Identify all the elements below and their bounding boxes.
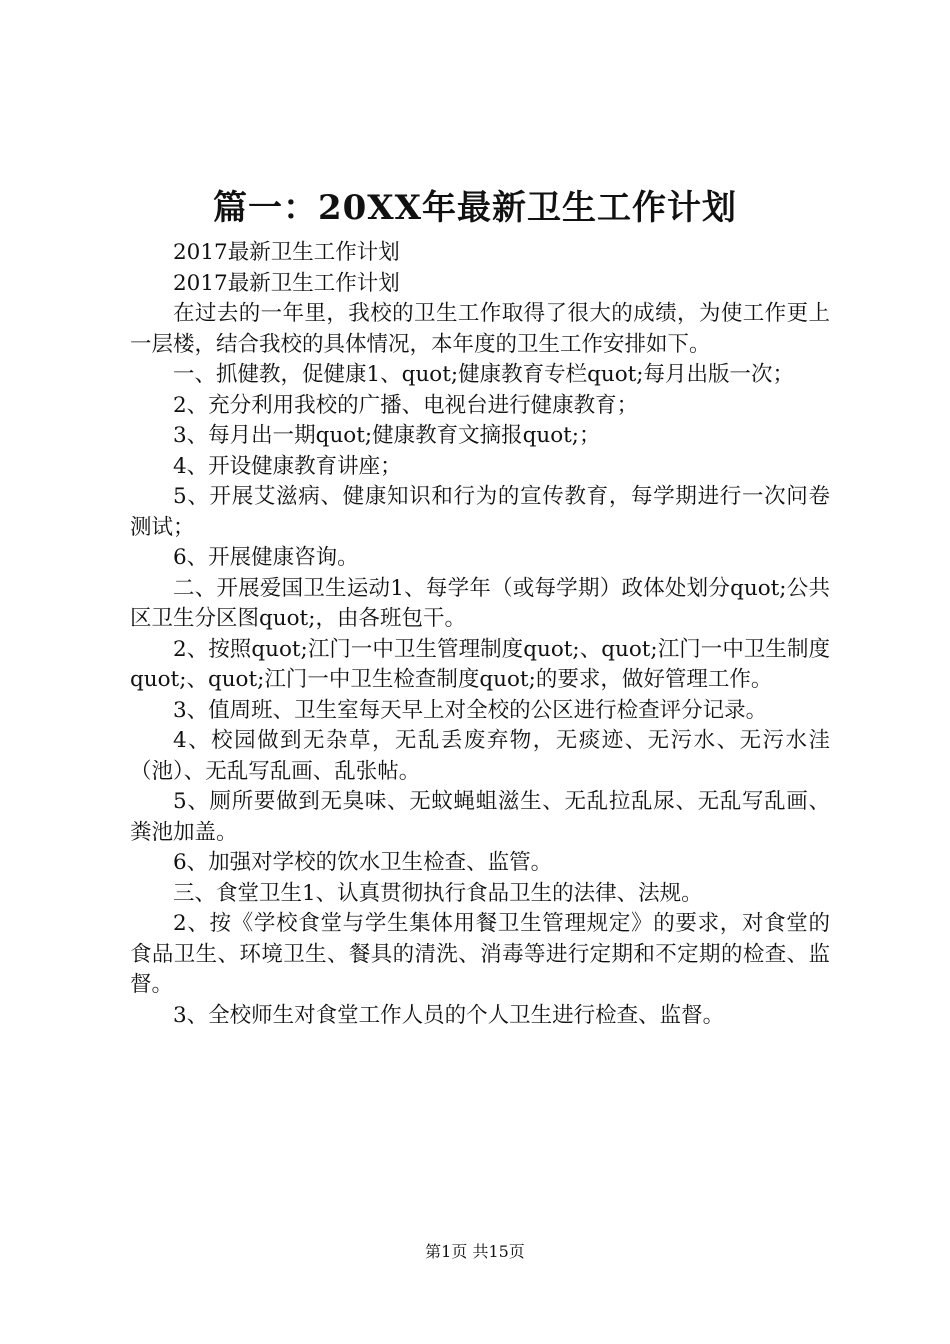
paragraph: 6、开展健康咨询。 (173, 545, 359, 570)
paragraph: 2、按照quot;江门一中卫生管理制度quot;、quot;江门一中卫生制度quot;、quot;江门一中卫生检查制度quot;的要求，做好管理工作。 (130, 636, 830, 692)
paragraph: 在过去的一年里，我校的卫生工作取得了很大的成绩，为使工作更上一层楼，结合我校的具体情况，本年度的卫生工作安排如下。 (130, 301, 830, 357)
paragraph: 2、充分利用我校的广播、电视台进行健康教育； (173, 392, 639, 418)
paragraph: 3、值周班、卫生室每天早上对全校的公区进行检查评分记录。 (173, 697, 768, 723)
paragraph: 2、按《学校食堂与学生集体用餐卫生管理规定》的要求，对食堂的食品卫生、环境卫生、餐具的清洗、消毒等进行定期和不定期的检查、监督。 (130, 911, 830, 997)
paragraph: 2017最新卫生工作计划 (173, 240, 400, 265)
paragraph: 一、抓健教，促健康1、quot;健康教育专栏quot;每月出版一次； (173, 362, 795, 387)
paragraph: 6、加强对学校的饮水卫生检查、监管。 (173, 850, 553, 875)
document-body (130, 238, 830, 1031)
paragraph: 二、开展爱国卫生运动1、每学年（或每学期）政体处划分quot;公共区卫生分区图quot;，由各班包干。 (130, 575, 830, 631)
paragraph: 5、厕所要做到无臭味、无蚊蝇蛆滋生、无乱拉乱尿、无乱写乱画、粪池加盖。 (130, 789, 830, 845)
document-title: 篇一：20XX年最新卫生工作计划 (212, 188, 738, 228)
paragraph: 3、全校师生对食堂工作人员的个人卫生进行检查、监督。 (173, 1002, 725, 1028)
page-footer: 第1页 共15页 (425, 1242, 525, 1261)
paragraph: 三、食堂卫生1、认真贯彻执行食品卫生的法律、法规。 (173, 880, 703, 906)
paragraph: 4、开设健康教育讲座； (173, 453, 402, 479)
paragraph: 2017最新卫生工作计划 (173, 270, 400, 296)
paragraph: 3、每月出一期quot;健康教育文摘报quot;； (173, 423, 601, 448)
paragraph: 5、开展艾滋病、健康知识和行为的宣传教育，每学期进行一次问卷测试； (130, 484, 830, 540)
paragraph: 4、校园做到无杂草，无乱丢废弃物，无痰迹、无污水、无污水洼（池）、无乱写乱画、乱张帖。 (130, 728, 830, 784)
